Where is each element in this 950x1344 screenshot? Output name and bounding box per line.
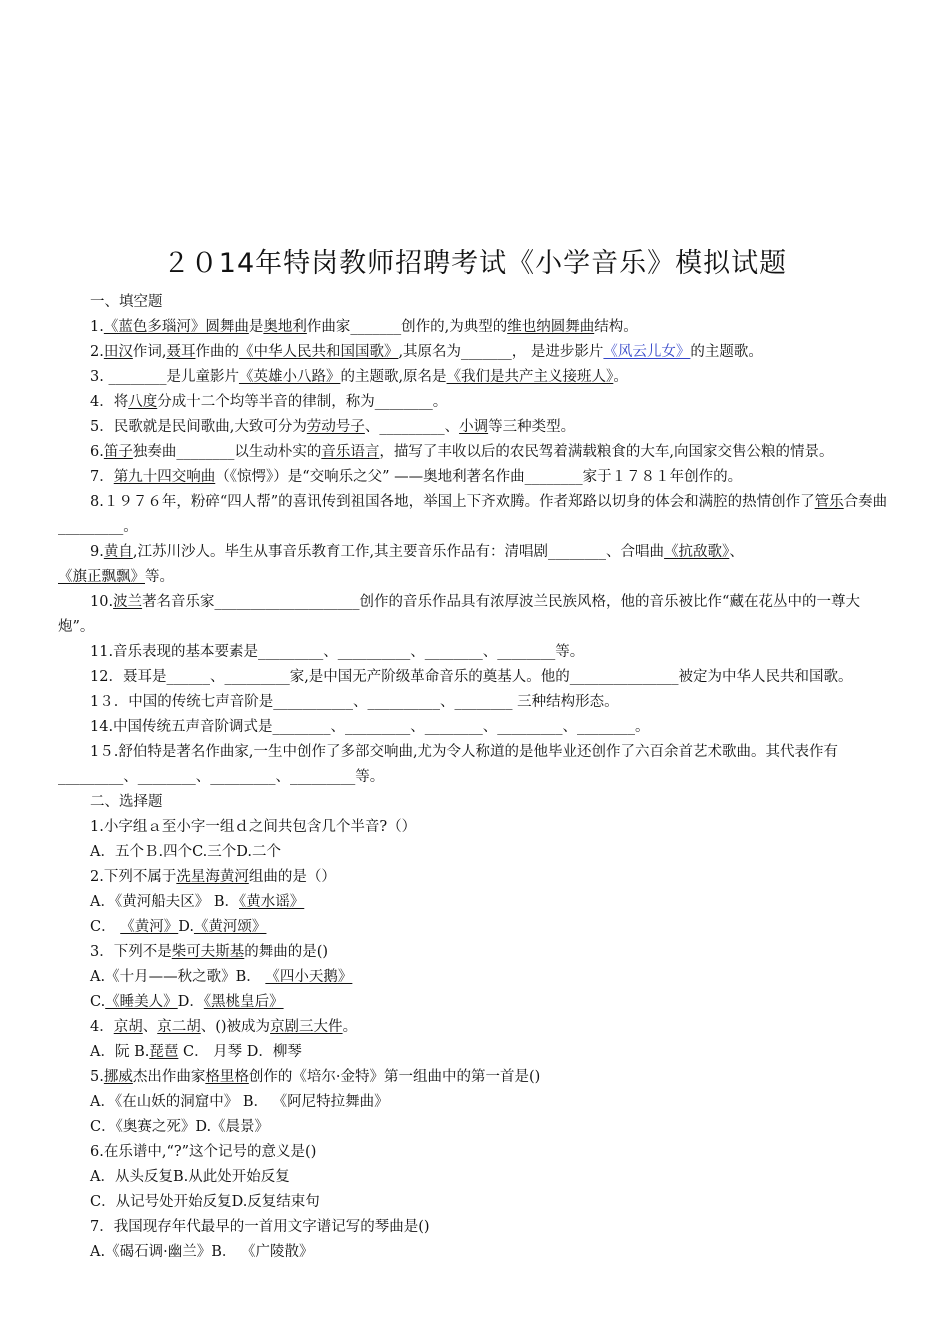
question-text: A．《在山妖的洞窟中》 B． 《阿尼特拉舞曲》 bbox=[90, 1094, 389, 1110]
question-text: C．《奥赛之死》D.《晨景》 bbox=[90, 1119, 270, 1135]
underlined-term: 第九十四交响曲 bbox=[113, 469, 216, 485]
question-text: 、()被成为 bbox=[200, 1019, 271, 1035]
choice-question-line bbox=[58, 1165, 890, 1190]
underlined-term: 柴可夫斯基 bbox=[171, 944, 245, 960]
section-heading: 二、选择题 bbox=[90, 794, 163, 810]
choice-question-line bbox=[58, 1240, 890, 1265]
underlined-term: 聂耳 bbox=[166, 344, 196, 360]
fill-blank-question bbox=[58, 340, 890, 365]
fill-blank-question bbox=[58, 490, 890, 540]
underlined-term: 格里格 bbox=[205, 1069, 249, 1085]
fill-blank-question bbox=[58, 415, 890, 440]
question-text: A．《黄河船夫区》 B． bbox=[90, 894, 239, 910]
choice-question-line bbox=[58, 1215, 890, 1240]
question-text: A.《十月——秋之歌》B． bbox=[90, 969, 266, 985]
question-text: 等。 bbox=[145, 569, 174, 585]
underlined-term: 京二胡 bbox=[157, 1019, 201, 1035]
question-text: 。 bbox=[613, 369, 628, 385]
question-text: ,其原名为_______， 是进步影片 bbox=[398, 344, 604, 360]
question-text: 、_________、 bbox=[364, 419, 460, 435]
question-text: A．从头反复B.从此处开始反复 bbox=[90, 1169, 290, 1185]
fill-blank-question bbox=[58, 590, 890, 640]
question-text: 2.下列不属于 bbox=[90, 869, 177, 885]
question-text: 3．下列不是 bbox=[90, 944, 172, 960]
choice-question-line bbox=[58, 1090, 890, 1115]
fill-blank-question bbox=[58, 540, 890, 565]
question-text: 6.在乐谱中,“?”这个记号的意义是() bbox=[90, 1144, 317, 1160]
question-text: 1.小字组ａ至小字一组ｄ之间共包含几个半音?（） bbox=[90, 819, 417, 835]
question-text: 独奏曲________以生动朴实的 bbox=[132, 444, 322, 460]
underlined-term: 京剧三大件 bbox=[270, 1019, 343, 1035]
underlined-term: 音乐语言 bbox=[321, 444, 380, 460]
question-text: D. bbox=[178, 919, 194, 935]
question-text: 作曲家_______创作的,为典型的 bbox=[306, 319, 508, 335]
underlined-term: 管乐 bbox=[814, 494, 844, 510]
choice-question-line bbox=[58, 865, 890, 890]
underlined-term: 田汉 bbox=[103, 344, 133, 360]
choice-question-line bbox=[58, 1190, 890, 1215]
question-text: C．从记号处开始反复D.反复结束句 bbox=[90, 1194, 320, 1210]
question-text: 2. bbox=[90, 344, 104, 360]
underlined-term: 维也纳圆舞曲 bbox=[507, 319, 595, 335]
fill-blank-question bbox=[58, 315, 890, 340]
underlined-term: 《风云儿女》 bbox=[603, 344, 691, 360]
underlined-term: 《四小天鹅》 bbox=[265, 969, 353, 985]
question-text: 结构。 bbox=[594, 319, 638, 335]
choice-question-line bbox=[58, 890, 890, 915]
underlined-term: 《黄河颂》 bbox=[193, 919, 267, 935]
fill-blank-question bbox=[58, 565, 890, 590]
underlined-term: 波兰 bbox=[113, 594, 143, 610]
underlined-term: 黄自 bbox=[103, 544, 133, 560]
question-text: 1５.舒伯特是著名作曲家,一生中创作了多部交响曲,尤为令人称道的是他毕业还创作了六百余首艺术歌曲。其代表作有_________、________、_________、_________等。 bbox=[58, 744, 839, 785]
fill-blank-question bbox=[58, 690, 890, 715]
underlined-term: 奥地利 bbox=[263, 319, 307, 335]
question-text: 1３．中国的传统七声音阶是___________、__________、________ 三种结构形态。 bbox=[90, 694, 619, 710]
question-text: 杰出作曲家 bbox=[132, 1069, 206, 1085]
underlined-term: 《蓝色多瑙河》圆舞曲 bbox=[103, 319, 249, 335]
underlined-term: 笛子 bbox=[103, 444, 133, 460]
fill-blank-question bbox=[58, 640, 890, 665]
underlined-term: 《我们是共产主义接班人》 bbox=[446, 369, 614, 385]
choice-question-line bbox=[58, 840, 890, 865]
question-text: 9. bbox=[90, 544, 104, 560]
question-text: C． bbox=[90, 919, 121, 935]
underlined-term: 琵琶 bbox=[149, 1044, 179, 1060]
question-text: D． bbox=[177, 994, 204, 1010]
question-text: 7． bbox=[90, 469, 114, 485]
question-text: 、 bbox=[142, 1019, 158, 1035]
question-text: 11.音乐表现的基本要素是_________、__________、________、________等。 bbox=[90, 644, 585, 660]
exam-content bbox=[58, 290, 890, 1265]
underlined-term: 小调 bbox=[459, 419, 489, 435]
fill-blank-question bbox=[58, 390, 890, 415]
section-heading: 一、填空题 bbox=[90, 294, 163, 310]
question-text: 14.中国传统五声音阶调式是________、_________、________、_________、________。 bbox=[90, 719, 650, 735]
choice-question-line bbox=[58, 1065, 890, 1090]
underlined-term: 《英雄小八路》 bbox=[238, 369, 341, 385]
underlined-term: 冼星海 bbox=[176, 869, 220, 885]
question-text: 创作的《培尔·金特》第一组曲中的第一首是() bbox=[248, 1069, 541, 1085]
question-text: 4． bbox=[90, 1019, 114, 1035]
fill-blank-question bbox=[58, 665, 890, 690]
fill-blank-question bbox=[58, 740, 890, 790]
question-text: 3. ________是儿童影片 bbox=[90, 369, 239, 385]
choice-question-line bbox=[58, 915, 890, 940]
question-text: C. bbox=[90, 994, 106, 1010]
page-title: ２０14年特岗教师招聘考试《小学音乐》模拟试题 bbox=[162, 248, 788, 279]
choice-question-line bbox=[58, 990, 890, 1015]
question-text: 分成十二个均等半音的律制，称为________。 bbox=[157, 394, 448, 410]
choice-question-line bbox=[58, 940, 890, 965]
underlined-term: 劳动号子 bbox=[306, 419, 365, 435]
underlined-term: 京胡 bbox=[113, 1019, 143, 1035]
question-text: 。 bbox=[342, 1019, 358, 1035]
underlined-term: 《抗敌歌》 bbox=[664, 544, 730, 560]
fill-blank-question bbox=[58, 715, 890, 740]
question-text: A.《碣石调·幽兰》B． 《广陵散》 bbox=[90, 1244, 314, 1260]
fill-blank-question bbox=[58, 365, 890, 390]
question-text: 的主题歌。 bbox=[690, 344, 763, 360]
question-text: 8.１９７６年，粉碎“四人帮”的喜讯传到祖国各地，举国上下齐欢腾。作者郑路以切身的体会和满腔的热情创作了 bbox=[90, 494, 815, 510]
question-text: 5．民歌就是民间歌曲,大致可分为 bbox=[90, 419, 307, 435]
underlined-term: 《睡美人》 bbox=[105, 994, 178, 1010]
fill-blank-question bbox=[58, 440, 890, 465]
question-text: 1. bbox=[90, 319, 104, 335]
question-text: 组曲的是（） bbox=[248, 869, 336, 885]
question-text: 的舞曲的是() bbox=[244, 944, 329, 960]
fill-blank-question bbox=[58, 465, 890, 490]
underlined-term: 《旗正飘飘》 bbox=[58, 569, 145, 585]
question-text: C． 月琴 D．柳琴 bbox=[178, 1044, 302, 1060]
question-text: 7．我国现存年代最早的一首用文字谱记写的琴曲是() bbox=[90, 1219, 430, 1235]
underlined-term: 黄河 bbox=[219, 869, 249, 885]
choice-question-line bbox=[58, 1040, 890, 1065]
underlined-term: 《中华人民共和国国歌》 bbox=[238, 344, 399, 360]
choice-question-line bbox=[58, 1115, 890, 1140]
question-text: 合奏曲_________。 bbox=[58, 494, 888, 535]
question-text: 5. bbox=[90, 1069, 104, 1085]
question-text: ，描写了丰收以后的农民驾着满载粮食的大车,向国家交售公粮的情景。 bbox=[379, 444, 834, 460]
question-text: ,江苏川沙人。毕生从事音乐教育工作,其主要音乐作品有：清唱剧________、合唱曲 bbox=[132, 544, 665, 560]
underlined-term: 八度 bbox=[128, 394, 158, 410]
underlined-term: 《黑桃皇后》 bbox=[203, 994, 284, 1010]
question-text: 等三种类型。 bbox=[488, 419, 576, 435]
question-text: （《惊愕》）是“交响乐之父” ——奥地利著名作曲________家于１７８１年创作的。 bbox=[215, 469, 743, 485]
question-text: 12．聂耳是______、_________家,是中国无产阶级革命音乐的奠基人。他的_______________被定为中华人民共和国歌。 bbox=[90, 669, 853, 685]
underlined-term: 《黄河》 bbox=[120, 919, 179, 935]
choice-question-line bbox=[58, 965, 890, 990]
question-text: 6. bbox=[90, 444, 104, 460]
choice-question-line bbox=[58, 1015, 890, 1040]
underlined-term: 挪威 bbox=[103, 1069, 133, 1085]
question-text: 、 bbox=[729, 544, 744, 560]
question-text: A．阮 B. bbox=[90, 1044, 150, 1060]
question-text: 作词, bbox=[132, 344, 167, 360]
question-text: 著名音乐家____________________创作的音乐作品具有浓厚波兰民族风格，他的音乐被比作“藏在花丛中的一尊大炮”。 bbox=[58, 594, 860, 635]
question-text: 10. bbox=[90, 594, 114, 610]
underlined-term: 《黄水谣》 bbox=[239, 894, 305, 910]
question-text: 4．将 bbox=[90, 394, 129, 410]
question-text: 的主题歌,原名是 bbox=[340, 369, 447, 385]
choice-question-line bbox=[58, 815, 890, 840]
choice-question-line bbox=[58, 1140, 890, 1165]
question-text: A．五个Ｂ.四个C.三个D.二个 bbox=[90, 844, 281, 860]
question-text: 作曲的 bbox=[195, 344, 239, 360]
question-text: 是 bbox=[248, 319, 264, 335]
